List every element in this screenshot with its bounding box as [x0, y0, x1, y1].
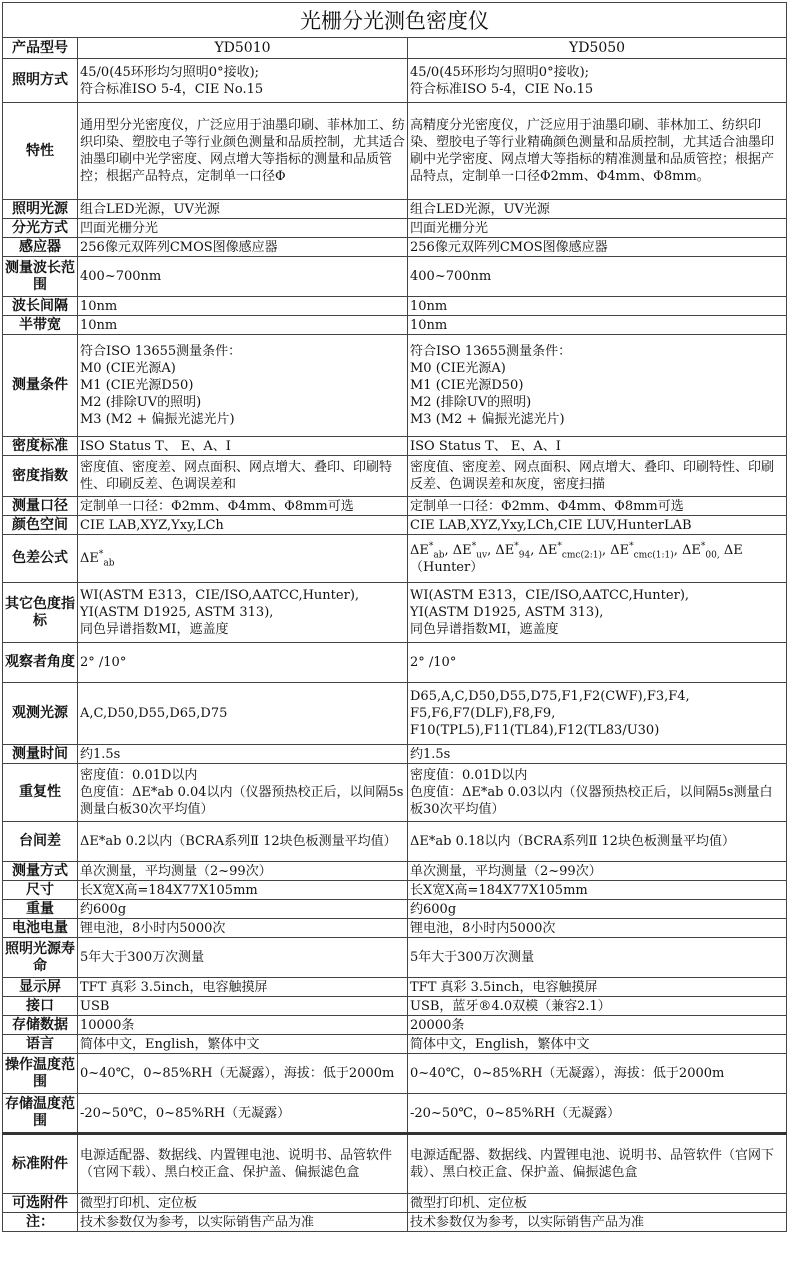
spec-row	[3, 881, 787, 900]
spec-label: 尺寸	[3, 881, 78, 900]
spec-value-b: 定制单一口径：Φ2mm、Φ4mm、Φ8mm可选	[408, 497, 787, 516]
spec-value-a: -20~50℃，0~85%RH（无凝露）	[78, 1094, 408, 1134]
spec-value-a: 单次测量，平均测量（2~99次）	[78, 862, 408, 881]
spec-label: 分光方式	[3, 219, 78, 238]
spec-value-a: 符合ISO 13655测量条件： M0 (CIE光源A) M1 (CIE光源D50) M2 (排除UV的照明) M3 (M2 + 偏振光滤光片)	[78, 335, 408, 437]
spec-value-b: 锂电池，8小时内5000次	[408, 919, 787, 938]
spec-label: 照明方式	[3, 59, 78, 103]
spec-value-b: 密度值：0.01D以内 色度值：ΔE*ab 0.03以内（仪器预热校正后，以间隔5s测量白板30次平均值）	[408, 764, 787, 822]
spec-value-b: CIE LAB,XYZ,Yxy,LCh,CIE LUV,HunterLAB	[408, 516, 787, 535]
spec-value-b: WI(ASTM E313，CIE/ISO,AATCC,Hunter), YI(ASTM D1925, ASTM 313), 同色异谱指数MI，遮盖度	[408, 583, 787, 643]
spec-value-a: 5年大于300万次测量	[78, 938, 408, 978]
spec-row	[3, 59, 787, 103]
spec-value-b: -20~50℃，0~85%RH（无凝露）	[408, 1094, 787, 1134]
color-diff-a: $\Delta E^*_{ab}$	[78, 535, 408, 583]
spec-value-a: 锂电池，8小时内5000次	[78, 919, 408, 938]
spec-label: 测量波长范围	[3, 257, 78, 297]
spec-label: 测量条件	[3, 335, 78, 437]
spec-value-b: ΔE*ab 0.18以内（BCRA系列Ⅱ 12块色板测量平均值）	[408, 822, 787, 862]
spec-label: 存储数据	[3, 1016, 78, 1035]
spec-value-a: 400~700nm	[78, 257, 408, 297]
page-title: 光栅分光测色密度仪	[3, 3, 787, 38]
spec-value-b: USB，蓝牙®4.0双模（兼容2.1）	[408, 997, 787, 1016]
spec-label: 其它色度指标	[3, 583, 78, 643]
spec-label: 照明光源	[3, 200, 78, 219]
spec-label: 重量	[3, 900, 78, 919]
spec-value-b: TFT 真彩 3.5inch，电容触摸屏	[408, 978, 787, 997]
spec-row	[3, 257, 787, 297]
spec-row	[3, 862, 787, 881]
spec-row	[3, 764, 787, 822]
spec-label: 颜色空间	[3, 516, 78, 535]
spec-value-b: 45/0(45环形均匀照明0°接收); 符合标准ISO 5-4，CIE No.15	[408, 59, 787, 103]
spec-row	[3, 219, 787, 238]
spec-value-a: 技术参数仅为参考，以实际销售产品为准	[78, 1213, 408, 1232]
spec-value-b: 0~40℃，0~85%RH（无凝露），海拔：低于2000m	[408, 1054, 787, 1094]
spec-value-b: 电源适配器、数据线、内置锂电池、说明书、品管软件（官网下载）、黑白校正盒、保护盖、偏振滤色盒	[408, 1134, 787, 1194]
color-diff-b: $\Delta E^*_{ab}$, $\Delta E^*_{uv}$, $\Delta E^*_{94}$, $\Delta E^*_{cmc(2:1)}$, $\Delta E^*_{cmc(1:1)}$, $\Delta E^*_{00,}$ ΔE（Hunter）	[408, 535, 787, 583]
spec-row	[3, 745, 787, 764]
spec-row	[3, 1134, 787, 1194]
spec-label: 显示屏	[3, 978, 78, 997]
model-b: YD5050	[408, 38, 787, 59]
spec-value-b: 密度值、密度差、网点面积、网点增大、叠印、印刷特性、印刷反差、色调误差和灰度，密度扫描	[408, 456, 787, 497]
spec-row	[3, 1054, 787, 1094]
spec-value-b: 256像元双阵列CMOS图像感应器	[408, 238, 787, 257]
spec-row	[3, 978, 787, 997]
spec-label: 观测光源	[3, 683, 78, 745]
spec-value-a: WI(ASTM E313，CIE/ISO,AATCC,Hunter), YI(ASTM D1925, ASTM 313), 同色异谱指数MI，遮盖度	[78, 583, 408, 643]
spec-row	[3, 683, 787, 745]
spec-row	[3, 1094, 787, 1134]
spec-label: 照明光源寿命	[3, 938, 78, 978]
spec-value-b: 简体中文，English，繁体中文	[408, 1035, 787, 1054]
spec-value-a: 10nm	[78, 297, 408, 316]
spec-value-a: 简体中文，English，繁体中文	[78, 1035, 408, 1054]
spec-value-b: 约1.5s	[408, 745, 787, 764]
spec-row	[3, 997, 787, 1016]
spec-label: 台间差	[3, 822, 78, 862]
spec-value-a: 256像元双阵列CMOS图像感应器	[78, 238, 408, 257]
spec-value-b: 2° /10°	[408, 643, 787, 683]
spec-value-b: 符合ISO 13655测量条件： M0 (CIE光源A) M1 (CIE光源D50) M2 (排除UV的照明) M3 (M2 + 偏振光滤光片)	[408, 335, 787, 437]
spec-value-a: 微型打印机、定位板	[78, 1194, 408, 1213]
spec-value-b: 组合LED光源，UV光源	[408, 200, 787, 219]
spec-row	[3, 200, 787, 219]
spec-row	[3, 1016, 787, 1035]
spec-row	[3, 1035, 787, 1054]
spec-label: 接口	[3, 997, 78, 1016]
spec-value-b: 微型打印机、定位板	[408, 1194, 787, 1213]
spec-value-b: 凹面光栅分光	[408, 219, 787, 238]
title-row	[3, 3, 787, 38]
model-label: 产品型号	[3, 38, 78, 59]
spec-value-b: ISO Status T、 E、A、I	[408, 437, 787, 456]
spec-label: 电池电量	[3, 919, 78, 938]
spec-value-a: CIE LAB,XYZ,Yxy,LCh	[78, 516, 408, 535]
spec-value-a: 约600g	[78, 900, 408, 919]
spec-label: 半带宽	[3, 316, 78, 335]
spec-row	[3, 1213, 787, 1232]
spec-value-b: 10nm	[408, 297, 787, 316]
spec-value-b: 技术参数仅为参考，以实际销售产品为准	[408, 1213, 787, 1232]
spec-row	[3, 1194, 787, 1213]
spec-value-a: 密度值：0.01D以内 色度值：ΔE*ab 0.04以内（仪器预热校正后，以间隔5s测量白板30次平均值）	[78, 764, 408, 822]
spec-value-a: 组合LED光源，UV光源	[78, 200, 408, 219]
spec-label: 测量时间	[3, 745, 78, 764]
model-row	[3, 38, 787, 59]
spec-value-a: 2° /10°	[78, 643, 408, 683]
spec-label: 存储温度范围	[3, 1094, 78, 1134]
color-diff-row	[3, 535, 787, 583]
spec-value-a: TFT 真彩 3.5inch，电容触摸屏	[78, 978, 408, 997]
spec-label: 重复性	[3, 764, 78, 822]
model-a: YD5010	[78, 38, 408, 59]
spec-table	[2, 2, 787, 1232]
spec-value-b: 约600g	[408, 900, 787, 919]
spec-label: 操作温度范围	[3, 1054, 78, 1094]
spec-value-b: 长X宽X高=184X77X105mm	[408, 881, 787, 900]
spec-label: 注：	[3, 1213, 78, 1232]
spec-value-a: 长X宽X高=184X77X105mm	[78, 881, 408, 900]
spec-row	[3, 900, 787, 919]
spec-row	[3, 497, 787, 516]
spec-row	[3, 919, 787, 938]
spec-label: 感应器	[3, 238, 78, 257]
spec-value-a: A,C,D50,D55,D65,D75	[78, 683, 408, 745]
spec-value-b: 单次测量，平均测量（2~99次）	[408, 862, 787, 881]
spec-value-a: 定制单一口径：Φ2mm、Φ4mm、Φ8mm可选	[78, 497, 408, 516]
spec-value-b: 20000条	[408, 1016, 787, 1035]
spec-label: 语言	[3, 1035, 78, 1054]
spec-value-a: 45/0(45环形均匀照明0°接收); 符合标准ISO 5-4，CIE No.15	[78, 59, 408, 103]
spec-label: 特性	[3, 103, 78, 200]
spec-value-a: USB	[78, 997, 408, 1016]
spec-row	[3, 335, 787, 437]
spec-value-a: ISO Status T、 E、A、I	[78, 437, 408, 456]
spec-row	[3, 643, 787, 683]
spec-value-a: 0~40℃，0~85%RH（无凝露），海拔：低于2000m	[78, 1054, 408, 1094]
spec-value-a: ΔE*ab 0.2以内（BCRA系列Ⅱ 12块色板测量平均值）	[78, 822, 408, 862]
spec-value-b: 400~700nm	[408, 257, 787, 297]
spec-value-a: 电源适配器、数据线、内置锂电池、说明书、品管软件（官网下载）、黑白校正盒、保护盖、偏振滤色盒	[78, 1134, 408, 1194]
spec-value-a: 密度值、密度差、网点面积、网点增大、叠印、印刷特性、印刷反差、色调误差和	[78, 456, 408, 497]
spec-row	[3, 516, 787, 535]
spec-value-a: 约1.5s	[78, 745, 408, 764]
spec-row	[3, 437, 787, 456]
spec-row	[3, 822, 787, 862]
spec-value-b: 10nm	[408, 316, 787, 335]
spec-label: 密度标准	[3, 437, 78, 456]
spec-value-b: 5年大于300万次测量	[408, 938, 787, 978]
spec-value-a: 凹面光栅分光	[78, 219, 408, 238]
spec-label: 测量方式	[3, 862, 78, 881]
spec-value-b: 高精度分光密度仪，广泛应用于油墨印刷、菲林加工、纺织印染、塑胶电子等行业精确颜色测量和品质控制，尤其适合油墨印刷中光学密度、网点增大等指标的精准测量和品质管控；根据产品特点，定制单一口径Φ2mm、Φ4mm、Φ8mm。	[408, 103, 787, 200]
spec-label: 密度指数	[3, 456, 78, 497]
spec-value-b: D65,A,C,D50,D55,D75,F1,F2(CWF),F3,F4, F5,F6,F7(DLF),F8,F9, F10(TPL5),F11(TL84),F12(TL83/U30)	[408, 683, 787, 745]
spec-label: 测量口径	[3, 497, 78, 516]
spec-value-a: 通用型分光密度仪，广泛应用于油墨印刷、菲林加工、纺织印染、塑胶电子等行业颜色测量和品质控制，尤其适合油墨印刷中光学密度、网点增大等指标的测量和品质管控；根据产品特点，定制单一口径Φ	[78, 103, 408, 200]
spec-row	[3, 583, 787, 643]
spec-label: 可选附件	[3, 1194, 78, 1213]
spec-row	[3, 456, 787, 497]
spec-label: 色差公式	[3, 535, 78, 583]
spec-label: 观察者角度	[3, 643, 78, 683]
spec-row	[3, 297, 787, 316]
spec-row	[3, 238, 787, 257]
spec-row	[3, 938, 787, 978]
spec-value-a: 10nm	[78, 316, 408, 335]
spec-label: 标准附件	[3, 1134, 78, 1194]
spec-row	[3, 316, 787, 335]
spec-value-a: 10000条	[78, 1016, 408, 1035]
spec-label: 波长间隔	[3, 297, 78, 316]
spec-row	[3, 103, 787, 200]
